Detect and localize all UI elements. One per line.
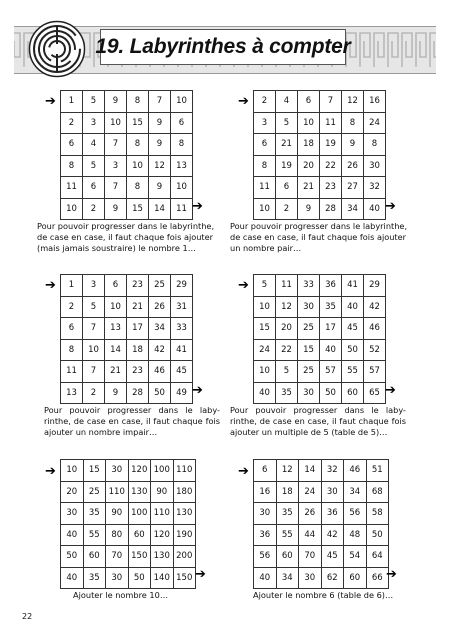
maze-grid-5 [60, 459, 196, 589]
maze-cell: 10 [171, 177, 193, 199]
maze-row [61, 382, 193, 404]
maze-cell: 66 [366, 567, 389, 589]
maze-cell: 46 [344, 460, 367, 482]
maze-row [61, 275, 193, 297]
maze-row [254, 481, 389, 503]
maze-cell: 24 [364, 112, 386, 134]
maze-cell: 55 [342, 361, 364, 383]
maze-cell: 10 [105, 296, 127, 318]
maze-cell: 60 [342, 382, 364, 404]
maze-cell: 28 [127, 382, 149, 404]
maze-cell: 50 [320, 382, 342, 404]
maze-cell: 6 [83, 177, 105, 199]
maze-cell: 3 [83, 275, 105, 297]
maze-cell: 7 [149, 91, 171, 113]
start-arrow-icon: ➔ [238, 94, 249, 109]
maze-cell: 28 [320, 198, 342, 220]
maze-cell: 8 [127, 134, 149, 156]
maze-cell: 10 [83, 339, 105, 361]
maze-cell: 34 [344, 481, 367, 503]
title-box [95, 29, 351, 65]
maze-cell: 19 [276, 155, 298, 177]
maze-cell: 68 [366, 481, 389, 503]
maze-cell: 50 [366, 524, 389, 546]
maze-cell: 48 [344, 524, 367, 546]
maze-cell: 5 [276, 361, 298, 383]
maze-cell: 57 [364, 361, 386, 383]
maze-row [254, 177, 386, 199]
maze-cell: 65 [364, 382, 386, 404]
maze-cell: 12 [276, 460, 299, 482]
maze-cell: 42 [149, 339, 171, 361]
maze-cell: 40 [320, 339, 342, 361]
maze-cell: 16 [254, 481, 277, 503]
maze-cell: 32 [364, 177, 386, 199]
maze-row [254, 524, 389, 546]
maze-cell: 150 [173, 567, 196, 589]
maze-cell: 9 [149, 112, 171, 134]
maze-cell: 90 [151, 481, 174, 503]
maze-cell: 100 [128, 503, 151, 525]
maze-row [254, 134, 386, 156]
maze-cell: 9 [105, 91, 127, 113]
maze-cell: 27 [342, 177, 364, 199]
maze-cell: 17 [127, 318, 149, 340]
maze-row [254, 91, 386, 113]
maze-cell: 6 [276, 177, 298, 199]
end-arrow-icon: ➔ [192, 199, 203, 214]
maze-cell: 2 [61, 296, 83, 318]
maze-cell: 51 [366, 460, 389, 482]
maze-cell: 21 [127, 296, 149, 318]
maze-row [254, 503, 389, 525]
maze-cell: 56 [254, 546, 277, 568]
maze-cell: 21 [276, 134, 298, 156]
maze-row [254, 318, 386, 340]
maze-cell: 110 [106, 481, 129, 503]
maze-cell: 120 [128, 460, 151, 482]
maze-cell: 9 [105, 198, 127, 220]
maze-cell: 20 [61, 481, 84, 503]
maze-row [254, 361, 386, 383]
maze-cell: 10 [127, 155, 149, 177]
maze-row [254, 546, 389, 568]
maze-cell: 70 [299, 546, 322, 568]
maze-row [254, 460, 389, 482]
maze-cell: 5 [254, 275, 276, 297]
maze-cell: 190 [173, 524, 196, 546]
maze-row [254, 339, 386, 361]
start-arrow-icon: ➔ [238, 464, 249, 479]
maze-cell: 40 [254, 567, 277, 589]
page-title: 19. Labyrinthes à compter [95, 35, 351, 58]
maze-cell: 54 [344, 546, 367, 568]
maze-cell: 14 [105, 339, 127, 361]
maze-row [61, 503, 196, 525]
maze-row [61, 91, 193, 113]
maze-cell: 21 [105, 361, 127, 383]
maze-grid-2 [253, 90, 386, 220]
maze-cell: 19 [320, 134, 342, 156]
maze-row [61, 318, 193, 340]
maze-cell: 58 [366, 503, 389, 525]
maze-cell: 5 [276, 112, 298, 134]
maze-cell: 8 [342, 112, 364, 134]
maze-cell: 4 [276, 91, 298, 113]
maze-row [61, 339, 193, 361]
maze-cell: 25 [83, 481, 106, 503]
maze-cell: 9 [149, 134, 171, 156]
maze-cell: 13 [61, 382, 83, 404]
maze-cell: 40 [61, 524, 84, 546]
maze-cell: 6 [254, 460, 277, 482]
maze-cell: 11 [171, 198, 193, 220]
maze-cell: 16 [364, 91, 386, 113]
maze-cell: 2 [276, 198, 298, 220]
maze-cell: 8 [61, 339, 83, 361]
maze-row [254, 155, 386, 177]
maze-cell: 30 [364, 155, 386, 177]
maze-caption-6: Ajouter le nombre 6 (table de 6)… [253, 590, 394, 600]
maze-row [61, 524, 196, 546]
maze-cell: 45 [171, 361, 193, 383]
maze-cell: 44 [299, 524, 322, 546]
maze-cell: 7 [320, 91, 342, 113]
maze-cell: 42 [321, 524, 344, 546]
maze-caption-1: Pour pouvoir progresser dans le labyrinthe, de case en case, il faut chaque fois ajouter (mais jamais soustraire) le nombre 1… [37, 221, 215, 254]
maze-cell: 30 [106, 460, 129, 482]
maze-cell: 60 [276, 546, 299, 568]
maze-cell: 9 [105, 382, 127, 404]
maze-cell: 36 [321, 503, 344, 525]
maze-cell: 110 [173, 460, 196, 482]
maze-cell: 11 [61, 177, 83, 199]
maze-cell: 50 [342, 339, 364, 361]
maze-cell: 200 [173, 546, 196, 568]
maze-cell: 90 [106, 503, 129, 525]
maze-cell: 4 [83, 134, 105, 156]
maze-cell: 7 [83, 361, 105, 383]
maze-cell: 41 [342, 275, 364, 297]
maze-row [254, 198, 386, 220]
maze-cell: 5 [83, 91, 105, 113]
maze-grid-4 [253, 274, 386, 404]
maze-caption-2: Pour pouvoir progresser dans le labyrinthe, de case en case, il faut chaque fois ajouter un nombre pair… [230, 221, 408, 254]
maze-cell: 55 [83, 524, 106, 546]
maze-cell: 8 [364, 134, 386, 156]
maze-row [61, 567, 196, 589]
maze-cell: 10 [171, 91, 193, 113]
maze-cell: 15 [298, 339, 320, 361]
maze-cell: 57 [320, 361, 342, 383]
maze-cell: 6 [105, 275, 127, 297]
maze-cell: 5 [83, 296, 105, 318]
maze-cell: 3 [105, 155, 127, 177]
maze-cell: 6 [298, 91, 320, 113]
maze-cell: 8 [254, 155, 276, 177]
maze-cell: 25 [149, 275, 171, 297]
maze-cell: 23 [320, 177, 342, 199]
maze-cell: 22 [320, 155, 342, 177]
maze-cell: 31 [171, 296, 193, 318]
maze-cell: 18 [276, 481, 299, 503]
maze-cell: 11 [276, 275, 298, 297]
maze-cell: 45 [321, 546, 344, 568]
maze-row [61, 155, 193, 177]
maze-cell: 20 [298, 155, 320, 177]
maze-cell: 10 [254, 361, 276, 383]
maze-cell: 5 [83, 155, 105, 177]
maze-cell: 11 [61, 361, 83, 383]
maze-cell: 42 [364, 296, 386, 318]
maze-grid-3 [60, 274, 193, 404]
maze-cell: 9 [298, 198, 320, 220]
maze-row [61, 361, 193, 383]
end-arrow-icon: ➔ [386, 567, 397, 582]
maze-row [61, 134, 193, 156]
maze-cell: 30 [299, 567, 322, 589]
maze-cell: 30 [61, 503, 84, 525]
maze-cell: 15 [127, 198, 149, 220]
maze-cell: 10 [254, 296, 276, 318]
maze-cell: 46 [364, 318, 386, 340]
start-arrow-icon: ➔ [45, 278, 56, 293]
maze-cell: 35 [276, 382, 298, 404]
maze-cell: 50 [61, 546, 84, 568]
maze-cell: 32 [321, 460, 344, 482]
maze-cell: 6 [254, 134, 276, 156]
maze-cell: 180 [173, 481, 196, 503]
maze-cell: 40 [342, 296, 364, 318]
maze-row [61, 546, 196, 568]
maze-cell: 35 [83, 503, 106, 525]
maze-row [254, 382, 386, 404]
maze-cell: 3 [83, 112, 105, 134]
maze-cell: 130 [173, 503, 196, 525]
maze-cell: 10 [298, 112, 320, 134]
maze-cell: 13 [105, 318, 127, 340]
maze-cell: 56 [344, 503, 367, 525]
maze-cell: 1 [61, 275, 83, 297]
maze-cell: 18 [127, 339, 149, 361]
maze-cell: 21 [298, 177, 320, 199]
maze-caption-4: Pour pouvoir progresser dans le laby- rinthe, de case en case, il faut chaque fois ajouter un multiple de 5 (table de 5)… [230, 405, 406, 438]
maze-cell: 60 [83, 546, 106, 568]
maze-grid-1 [60, 90, 193, 220]
maze-cell: 2 [254, 91, 276, 113]
maze-cell: 6 [171, 112, 193, 134]
maze-caption-3: Pour pouvoir progresser dans le laby- rinthe, de case en case, il faut chaque fois ajouter un nombre impair… [44, 405, 220, 438]
page-number: 22 [22, 612, 33, 621]
maze-grid-6 [253, 459, 389, 589]
maze-cell: 10 [105, 112, 127, 134]
maze-cell: 80 [106, 524, 129, 546]
end-arrow-icon: ➔ [192, 383, 203, 398]
end-arrow-icon: ➔ [195, 567, 206, 582]
maze-cell: 55 [276, 524, 299, 546]
maze-cell: 30 [106, 567, 129, 589]
maze-cell: 34 [342, 198, 364, 220]
maze-row [61, 198, 193, 220]
maze-cell: 10 [254, 198, 276, 220]
maze-cell: 150 [128, 546, 151, 568]
maze-cell: 20 [276, 318, 298, 340]
maze-cell: 52 [364, 339, 386, 361]
maze-cell: 14 [299, 460, 322, 482]
maze-cell: 130 [151, 546, 174, 568]
maze-cell: 30 [321, 481, 344, 503]
maze-cell: 33 [298, 275, 320, 297]
maze-cell: 2 [83, 382, 105, 404]
maze-cell: 34 [276, 567, 299, 589]
maze-cell: 29 [364, 275, 386, 297]
maze-cell: 40 [254, 382, 276, 404]
maze-cell: 7 [105, 177, 127, 199]
maze-cell: 30 [254, 503, 277, 525]
maze-row [61, 481, 196, 503]
maze-cell: 10 [61, 460, 84, 482]
maze-cell: 7 [105, 134, 127, 156]
maze-cell: 11 [320, 112, 342, 134]
maze-cell: 14 [149, 198, 171, 220]
maze-cell: 70 [106, 546, 129, 568]
maze-cell: 40 [61, 567, 84, 589]
maze-cell: 12 [342, 91, 364, 113]
start-arrow-icon: ➔ [45, 94, 56, 109]
maze-cell: 36 [254, 524, 277, 546]
maze-cell: 3 [254, 112, 276, 134]
maze-cell: 35 [83, 567, 106, 589]
end-arrow-icon: ➔ [385, 383, 396, 398]
maze-cell: 40 [364, 198, 386, 220]
maze-cell: 15 [254, 318, 276, 340]
maze-cell: 50 [149, 382, 171, 404]
maze-cell: 36 [320, 275, 342, 297]
maze-cell: 2 [83, 198, 105, 220]
page-header [14, 18, 436, 82]
maze-row [254, 296, 386, 318]
maze-cell: 29 [171, 275, 193, 297]
start-arrow-icon: ➔ [45, 464, 56, 479]
maze-cell: 6 [61, 318, 83, 340]
maze-cell: 8 [61, 155, 83, 177]
maze-row [61, 296, 193, 318]
maze-cell: 33 [171, 318, 193, 340]
maze-cell: 17 [320, 318, 342, 340]
maze-cell: 62 [321, 567, 344, 589]
maze-cell: 26 [149, 296, 171, 318]
maze-cell: 26 [342, 155, 364, 177]
maze-caption-5: Ajouter le nombre 10… [73, 590, 169, 600]
maze-cell: 49 [171, 382, 193, 404]
maze-cell: 9 [342, 134, 364, 156]
maze-cell: 2 [61, 112, 83, 134]
maze-cell: 12 [276, 296, 298, 318]
maze-row [61, 460, 196, 482]
maze-cell: 6 [61, 134, 83, 156]
maze-cell: 13 [171, 155, 193, 177]
maze-cell: 110 [151, 503, 174, 525]
maze-row [61, 177, 193, 199]
maze-cell: 18 [298, 134, 320, 156]
maze-cell: 23 [127, 275, 149, 297]
maze-cell: 11 [254, 177, 276, 199]
maze-cell: 41 [171, 339, 193, 361]
maze-cell: 24 [299, 481, 322, 503]
maze-cell: 60 [128, 524, 151, 546]
maze-cell: 35 [320, 296, 342, 318]
maze-cell: 24 [254, 339, 276, 361]
start-arrow-icon: ➔ [238, 278, 249, 293]
maze-row [254, 112, 386, 134]
maze-cell: 8 [127, 177, 149, 199]
maze-cell: 120 [151, 524, 174, 546]
maze-cell: 35 [276, 503, 299, 525]
maze-cell: 9 [149, 177, 171, 199]
maze-cell: 15 [83, 460, 106, 482]
maze-cell: 12 [149, 155, 171, 177]
maze-cell: 140 [151, 567, 174, 589]
end-arrow-icon: ➔ [385, 199, 396, 214]
maze-cell: 1 [61, 91, 83, 113]
maze-cell: 130 [128, 481, 151, 503]
maze-cell: 10 [61, 198, 83, 220]
maze-cell: 22 [276, 339, 298, 361]
maze-cell: 100 [151, 460, 174, 482]
maze-cell: 8 [171, 134, 193, 156]
labyrinth-logo-icon [28, 20, 86, 78]
maze-cell: 34 [149, 318, 171, 340]
maze-row [254, 275, 386, 297]
maze-cell: 30 [298, 382, 320, 404]
maze-cell: 64 [366, 546, 389, 568]
maze-cell: 15 [127, 112, 149, 134]
maze-cell: 23 [127, 361, 149, 383]
maze-cell: 8 [127, 91, 149, 113]
maze-cell: 30 [298, 296, 320, 318]
maze-row [61, 112, 193, 134]
maze-cell: 60 [344, 567, 367, 589]
maze-cell: 25 [298, 318, 320, 340]
maze-row [254, 567, 389, 589]
maze-cell: 26 [299, 503, 322, 525]
maze-cell: 7 [83, 318, 105, 340]
maze-cell: 45 [342, 318, 364, 340]
maze-cell: 46 [149, 361, 171, 383]
maze-cell: 25 [298, 361, 320, 383]
maze-cell: 50 [128, 567, 151, 589]
